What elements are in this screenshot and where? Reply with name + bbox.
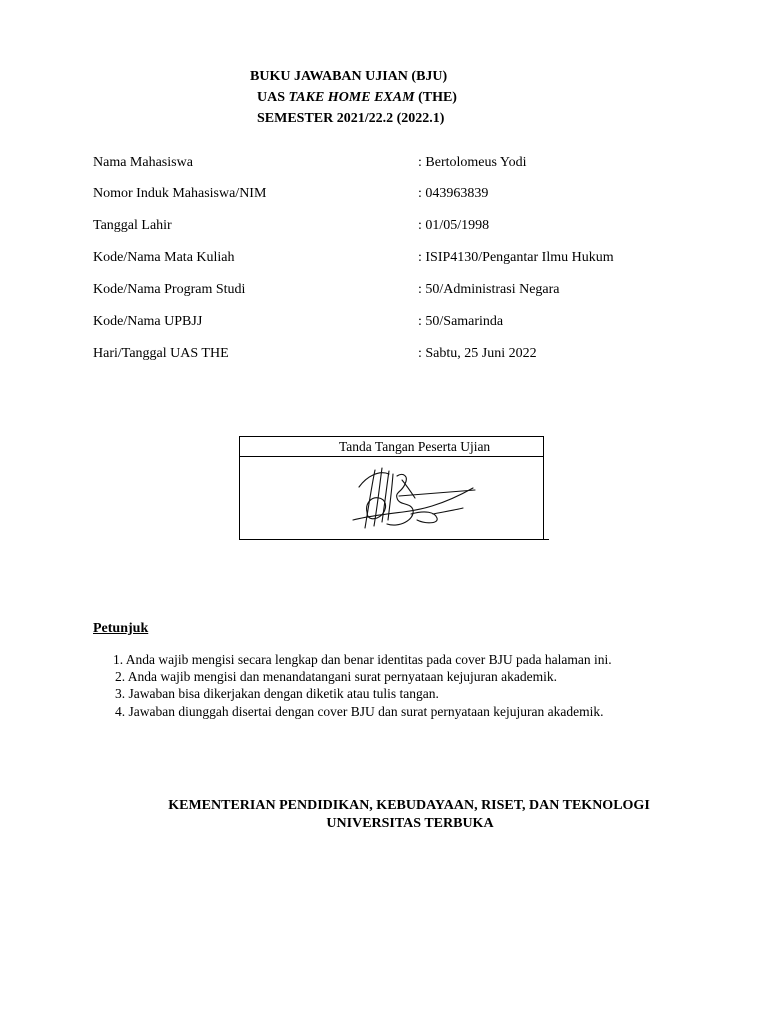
identity-value: : ISIP4130/Pengantar Ilmu Hukum bbox=[418, 250, 614, 265]
identity-value: : 50/Samarinda bbox=[418, 314, 504, 329]
university-name: UNIVERSITAS TERBUKA bbox=[326, 816, 494, 831]
list-item: 4. Jawaban diunggah disertai dengan cover BJU dan surat pernyataan kejujuran akademik. bbox=[115, 704, 604, 719]
list-item: 2. Anda wajib mengisi dan menandatangani surat pernyataan kejujuran akademik. bbox=[115, 669, 557, 684]
list-item: 1. Anda wajib mengisi secara lengkap dan benar identitas pada cover BJU pada halaman ini. bbox=[113, 652, 612, 667]
signature-box-header bbox=[240, 437, 543, 457]
identity-label: Nama Mahasiswa bbox=[93, 155, 193, 170]
identity-label: Kode/Nama Mata Kuliah bbox=[93, 250, 235, 265]
signature-box-tail-line bbox=[543, 539, 549, 540]
title-line-2-italic: TAKE HOME EXAM bbox=[288, 90, 415, 105]
title-line-3: SEMESTER 2021/22.2 (2022.1) bbox=[257, 111, 445, 126]
list-item: 3. Jawaban bisa dikerjakan dengan diketik atau tulis tangan. bbox=[115, 686, 439, 701]
identity-label: Kode/Nama Program Studi bbox=[93, 282, 246, 297]
ministry-name: KEMENTERIAN PENDIDIKAN, KEBUDAYAAN, RISET, DAN TEKNOLOGI bbox=[168, 798, 650, 813]
identity-value: : 01/05/1998 bbox=[418, 218, 490, 233]
title-line-1: BUKU JAWABAN UJIAN (BJU) bbox=[250, 69, 448, 84]
title-line-2-prefix: UAS bbox=[257, 90, 289, 105]
signature-box-title: Tanda Tangan Peserta Ujian bbox=[339, 439, 491, 454]
handwritten-signature bbox=[345, 462, 480, 537]
title-line-2-suffix: (THE) bbox=[414, 90, 457, 105]
identity-label: Nomor Induk Mahasiswa/NIM bbox=[93, 186, 267, 201]
identity-label: Kode/Nama UPBJJ bbox=[93, 314, 203, 329]
identity-value: : Bertolomeus Yodi bbox=[418, 155, 527, 170]
institution-footer bbox=[0, 797, 768, 833]
identity-value: : Sabtu, 25 Juni 2022 bbox=[418, 346, 537, 361]
identity-label: Tanggal Lahir bbox=[93, 218, 172, 233]
identity-value: : 50/Administrasi Negara bbox=[418, 282, 560, 297]
title-line-2 bbox=[257, 88, 457, 108]
instructions-heading: Petunjuk bbox=[93, 621, 149, 636]
identity-label: Hari/Tanggal UAS THE bbox=[93, 346, 229, 361]
identity-value: : 043963839 bbox=[418, 186, 489, 201]
